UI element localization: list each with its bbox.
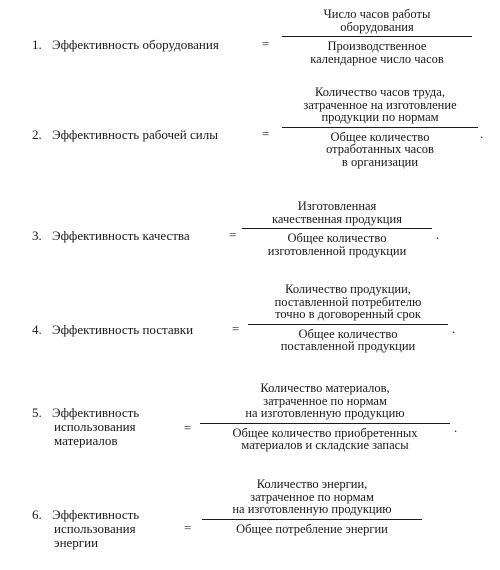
formula-end-mark: .	[452, 321, 456, 336]
fraction-bar	[202, 519, 422, 520]
formula-index: 1.	[32, 37, 42, 52]
formula-3	[0, 200, 500, 272]
formula-index: 5.	[32, 405, 42, 420]
equals-sign: =	[184, 520, 192, 535]
fraction-bar	[242, 228, 432, 229]
numerator-line: качественная продукция	[272, 211, 402, 226]
fraction-numerator	[202, 478, 422, 516]
fraction-denominator	[282, 131, 478, 169]
numerator-line: продукции по нормам	[321, 110, 439, 124]
formula-label-line: материалов	[54, 433, 118, 448]
fraction	[248, 283, 448, 353]
formula-index: 4.	[32, 322, 42, 337]
denominator-line: Общее потребление энергии	[236, 521, 388, 536]
denominator-line: Общее количество	[287, 231, 387, 245]
formula-label-line: Эффективность оборудования	[52, 37, 219, 52]
fraction-numerator	[248, 283, 448, 321]
formula-label	[32, 38, 219, 52]
numerator-line: Число часов работы	[323, 7, 431, 21]
formula-label-line: использования	[54, 419, 136, 434]
formula-label	[32, 406, 182, 448]
formula-label	[32, 128, 218, 142]
numerator-line: поставленной потребителю	[274, 294, 422, 309]
formula-1	[0, 8, 500, 78]
numerator-line: на изготовленную продукцию	[232, 502, 392, 516]
denominator-line: Общее количество	[298, 326, 398, 341]
formula-label-line: Эффективность поставки	[52, 322, 194, 337]
fraction-numerator	[282, 8, 472, 33]
denominator-line: материалов и складские запасы	[241, 438, 409, 452]
formula-label	[32, 229, 190, 243]
formula-2	[0, 86, 500, 186]
denominator-line: Производственное	[327, 39, 427, 53]
fraction	[200, 382, 450, 452]
equals-sign: =	[262, 36, 270, 51]
denominator-line: изготовленной продукции	[267, 243, 407, 258]
fraction-numerator	[282, 86, 478, 124]
denominator-line: Общее количество приобретенных	[232, 425, 418, 440]
fraction-denominator	[242, 232, 432, 257]
numerator-line: затраченное на изготовление	[303, 97, 457, 112]
formula-label-line: Эффективность	[52, 507, 140, 522]
denominator-line: поставленной продукции	[280, 339, 416, 353]
fraction-bar	[248, 324, 448, 325]
numerator-line: Изготовленная	[297, 199, 377, 213]
numerator-line: Количество продукции,	[285, 282, 411, 296]
numerator-line: Количество энергии,	[256, 477, 368, 491]
formula-label	[32, 323, 193, 337]
formula-label-line: использования	[54, 521, 136, 536]
fraction-bar	[200, 423, 450, 424]
formula-5	[0, 382, 500, 468]
equals-sign: =	[184, 420, 192, 435]
formula-end-mark: .	[454, 420, 458, 435]
fraction	[282, 8, 472, 65]
formula-label-line: Эффективность рабочей силы	[52, 127, 218, 142]
equals-sign: =	[229, 227, 237, 242]
fraction-denominator	[248, 328, 448, 353]
formula-4	[0, 283, 500, 369]
fraction	[282, 86, 478, 168]
fraction-denominator	[202, 523, 422, 536]
fraction-numerator	[200, 382, 450, 420]
formula-label-line: Эффективность	[52, 405, 140, 420]
formula-label	[32, 508, 182, 550]
numerator-line: точно в договоренный срок	[275, 307, 421, 321]
formula-index: 6.	[32, 507, 42, 522]
fraction-denominator	[282, 40, 472, 65]
fraction-numerator	[242, 200, 432, 225]
fraction-denominator	[200, 427, 450, 452]
denominator-line: в организации	[341, 154, 419, 169]
numerator-line: затраченное по нормам	[263, 393, 387, 408]
numerator-line: оборудования	[340, 19, 414, 34]
numerator-line: Количество материалов,	[260, 381, 390, 395]
formula-end-mark: .	[480, 126, 484, 141]
denominator-line: отработанных часов	[326, 142, 434, 156]
formula-label-line: энергии	[54, 535, 99, 550]
formula-index: 3.	[32, 228, 42, 243]
formula-index: 2.	[32, 127, 42, 142]
numerator-line: на изготовленную продукцию	[245, 406, 405, 420]
fraction	[242, 200, 432, 257]
numerator-line: Количество часов труда,	[315, 85, 445, 99]
fraction-bar	[282, 127, 478, 128]
numerator-line: затраченное по нормам	[250, 489, 374, 504]
formula-6	[0, 478, 500, 564]
formula-label-line: Эффективность качества	[52, 228, 190, 243]
equals-sign: =	[262, 126, 270, 141]
denominator-line: календарное число часов	[310, 51, 444, 66]
denominator-line: Общее количество	[330, 129, 430, 144]
equals-sign: =	[232, 321, 240, 336]
fraction-bar	[282, 36, 472, 37]
formula-end-mark: .	[436, 227, 440, 242]
fraction	[202, 478, 422, 535]
